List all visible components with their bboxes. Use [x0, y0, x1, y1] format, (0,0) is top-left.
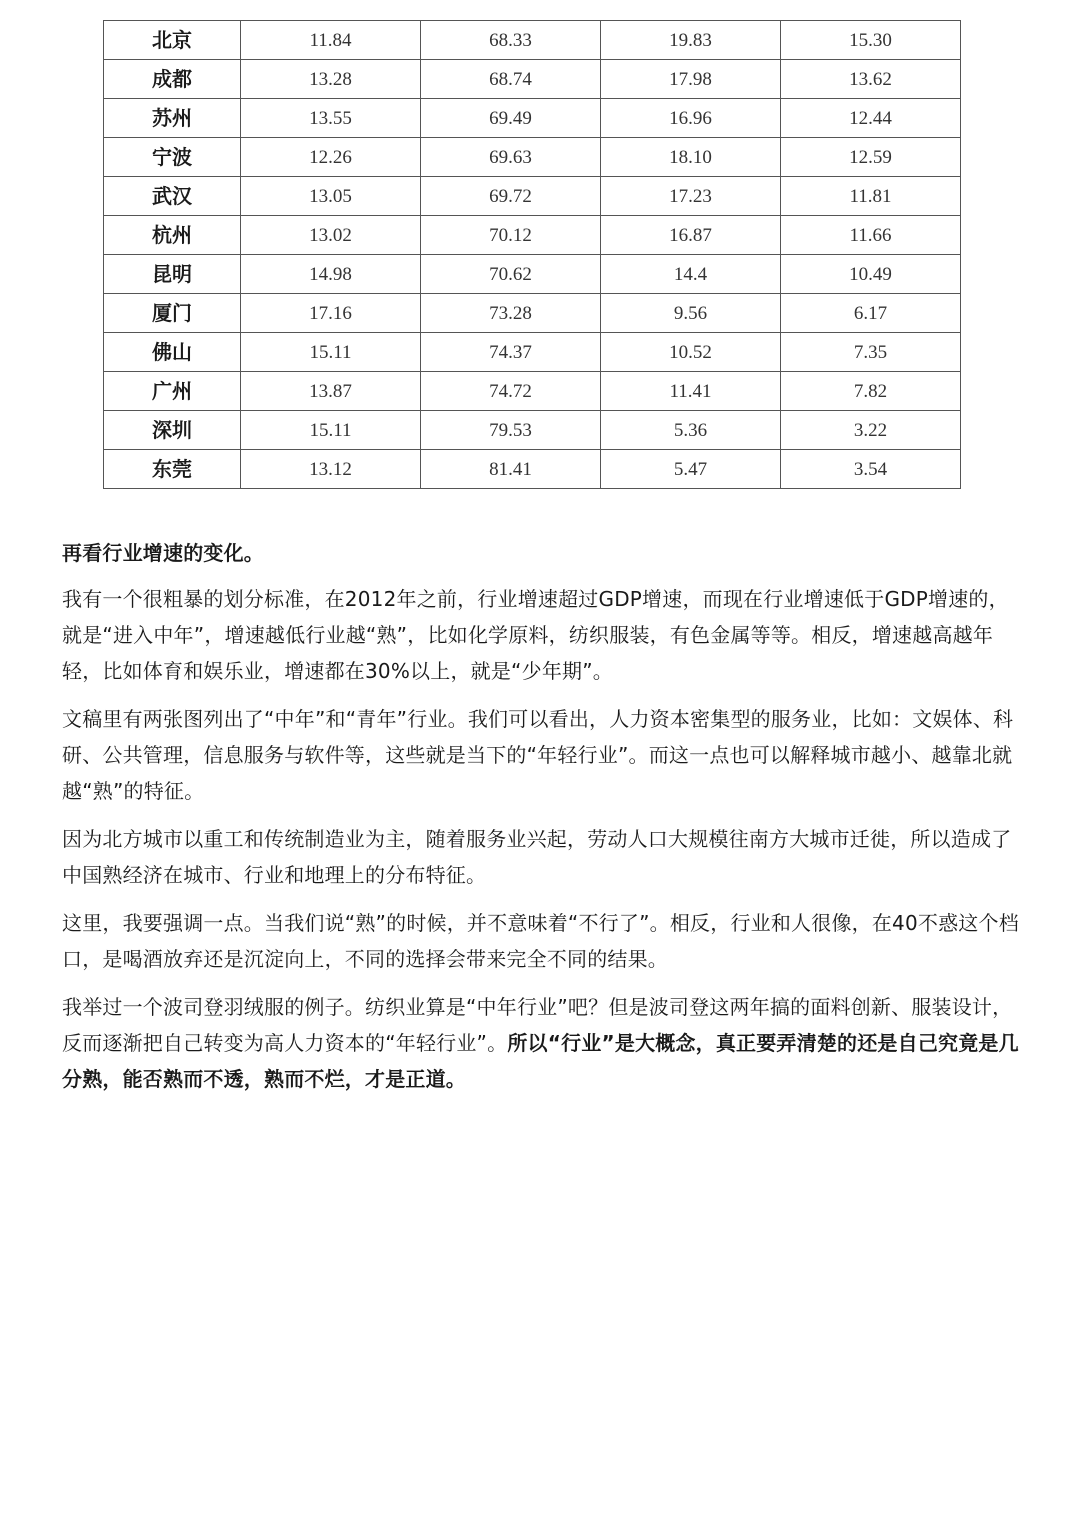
value-cell: 12.44 — [781, 99, 961, 138]
value-cell: 16.96 — [601, 99, 781, 138]
value-cell: 12.59 — [781, 138, 961, 177]
value-cell: 13.55 — [241, 99, 421, 138]
value-cell: 14.4 — [601, 255, 781, 294]
value-cell: 6.17 — [781, 294, 961, 333]
city-name-cell: 广州 — [104, 372, 241, 411]
paragraph-bosideng-example — [62, 989, 1022, 1097]
paragraph-north-south: 因为北方城市以重工和传统制造业为主，随着服务业兴起，劳动人口大规模往南方大城市迁徙，所以造成了中国熟经济在城市、行业和地理上的分布特征。 — [62, 827, 1012, 887]
table-row — [104, 372, 961, 411]
paragraph-conclusion-bold: 所以“行业”是大概念，真正要弄清楚的还是自己究竟是几分熟，能否熟而不透，熟而不烂，才是正道。 — [62, 1031, 1019, 1091]
table-row — [104, 177, 961, 216]
value-cell: 3.22 — [781, 411, 961, 450]
city-name-cell: 深圳 — [104, 411, 241, 450]
value-cell: 81.41 — [421, 450, 601, 489]
value-cell: 13.87 — [241, 372, 421, 411]
value-cell: 3.54 — [781, 450, 961, 489]
city-name-cell: 东莞 — [104, 450, 241, 489]
value-cell: 68.74 — [421, 60, 601, 99]
table-row — [104, 21, 961, 60]
city-data-table-container — [103, 27, 960, 492]
city-name-cell: 宁波 — [104, 138, 241, 177]
table-row — [104, 411, 961, 450]
value-cell: 9.56 — [601, 294, 781, 333]
value-cell: 79.53 — [421, 411, 601, 450]
table-row — [104, 99, 961, 138]
value-cell: 74.72 — [421, 372, 601, 411]
table-row — [104, 216, 961, 255]
value-cell: 5.47 — [601, 450, 781, 489]
value-cell: 12.26 — [241, 138, 421, 177]
value-cell: 10.49 — [781, 255, 961, 294]
city-name-cell: 苏州 — [104, 99, 241, 138]
paragraph-industry-growth: 我有一个很粗暴的划分标准，在2012年之前，行业增速超过GDP增速，而现在行业增速低于GDP增速的，就是“进入中年”，增速越低行业越“熟”，比如化学原料，纺织服装，有色金属等等。相反，增速越高越年轻，比如体育和娱乐业，增速都在30%以上，就是“少年期”。 — [62, 587, 1009, 683]
city-data-table — [103, 20, 961, 489]
value-cell: 15.30 — [781, 21, 961, 60]
value-cell: 5.36 — [601, 411, 781, 450]
value-cell: 74.37 — [421, 333, 601, 372]
table-row — [104, 450, 961, 489]
city-name-cell: 武汉 — [104, 177, 241, 216]
paragraph-mature-not-failing: 这里，我要强调一点。当我们说“熟”的时候，并不意味着“不行了”。相反，行业和人很像，在40不惑这个档口，是喝酒放弃还是沉淀向上，不同的选择会带来完全不同的结果。 — [62, 911, 1019, 971]
table-row — [104, 294, 961, 333]
city-name-cell: 杭州 — [104, 216, 241, 255]
value-cell: 13.12 — [241, 450, 421, 489]
value-cell: 14.98 — [241, 255, 421, 294]
table-row — [104, 333, 961, 372]
table-row — [104, 255, 961, 294]
section-heading: 再看行业增速的变化。 — [62, 541, 264, 565]
value-cell: 11.81 — [781, 177, 961, 216]
city-name-cell: 昆明 — [104, 255, 241, 294]
table-row — [104, 138, 961, 177]
value-cell: 11.66 — [781, 216, 961, 255]
value-cell: 13.62 — [781, 60, 961, 99]
city-name-cell: 北京 — [104, 21, 241, 60]
paragraph-young-industries: 文稿里有两张图列出了“中年”和“青年”行业。我们可以看出，人力资本密集型的服务业，比如：文娱体、科研、公共管理，信息服务与软件等，这些就是当下的“年轻行业”。而这一点也可以解释城市越小、越靠北就越“熟”的特征。 — [62, 707, 1014, 803]
value-cell: 17.16 — [241, 294, 421, 333]
value-cell: 15.11 — [241, 411, 421, 450]
city-name-cell: 佛山 — [104, 333, 241, 372]
value-cell: 13.28 — [241, 60, 421, 99]
value-cell: 73.28 — [421, 294, 601, 333]
value-cell: 17.98 — [601, 60, 781, 99]
value-cell: 15.11 — [241, 333, 421, 372]
article-body — [62, 535, 1022, 1109]
value-cell: 10.52 — [601, 333, 781, 372]
value-cell: 69.72 — [421, 177, 601, 216]
value-cell: 70.62 — [421, 255, 601, 294]
value-cell: 18.10 — [601, 138, 781, 177]
city-name-cell: 厦门 — [104, 294, 241, 333]
value-cell: 19.83 — [601, 21, 781, 60]
value-cell: 69.63 — [421, 138, 601, 177]
value-cell: 11.41 — [601, 372, 781, 411]
value-cell: 17.23 — [601, 177, 781, 216]
value-cell: 11.84 — [241, 21, 421, 60]
value-cell: 7.82 — [781, 372, 961, 411]
value-cell: 70.12 — [421, 216, 601, 255]
paragraph-bosideng-text: 我举过一个波司登羽绒服的例子。纺织业算是“中年行业”吧？但是波司登这两年搞的面料创新、服装设计，反而逐渐把自己转变为高人力资本的“年轻行业”。 — [62, 995, 1013, 1055]
value-cell: 16.87 — [601, 216, 781, 255]
value-cell: 13.02 — [241, 216, 421, 255]
table-body — [104, 21, 961, 489]
table-row — [104, 60, 961, 99]
value-cell: 69.49 — [421, 99, 601, 138]
city-name-cell: 成都 — [104, 60, 241, 99]
value-cell: 13.05 — [241, 177, 421, 216]
value-cell: 7.35 — [781, 333, 961, 372]
value-cell: 68.33 — [421, 21, 601, 60]
